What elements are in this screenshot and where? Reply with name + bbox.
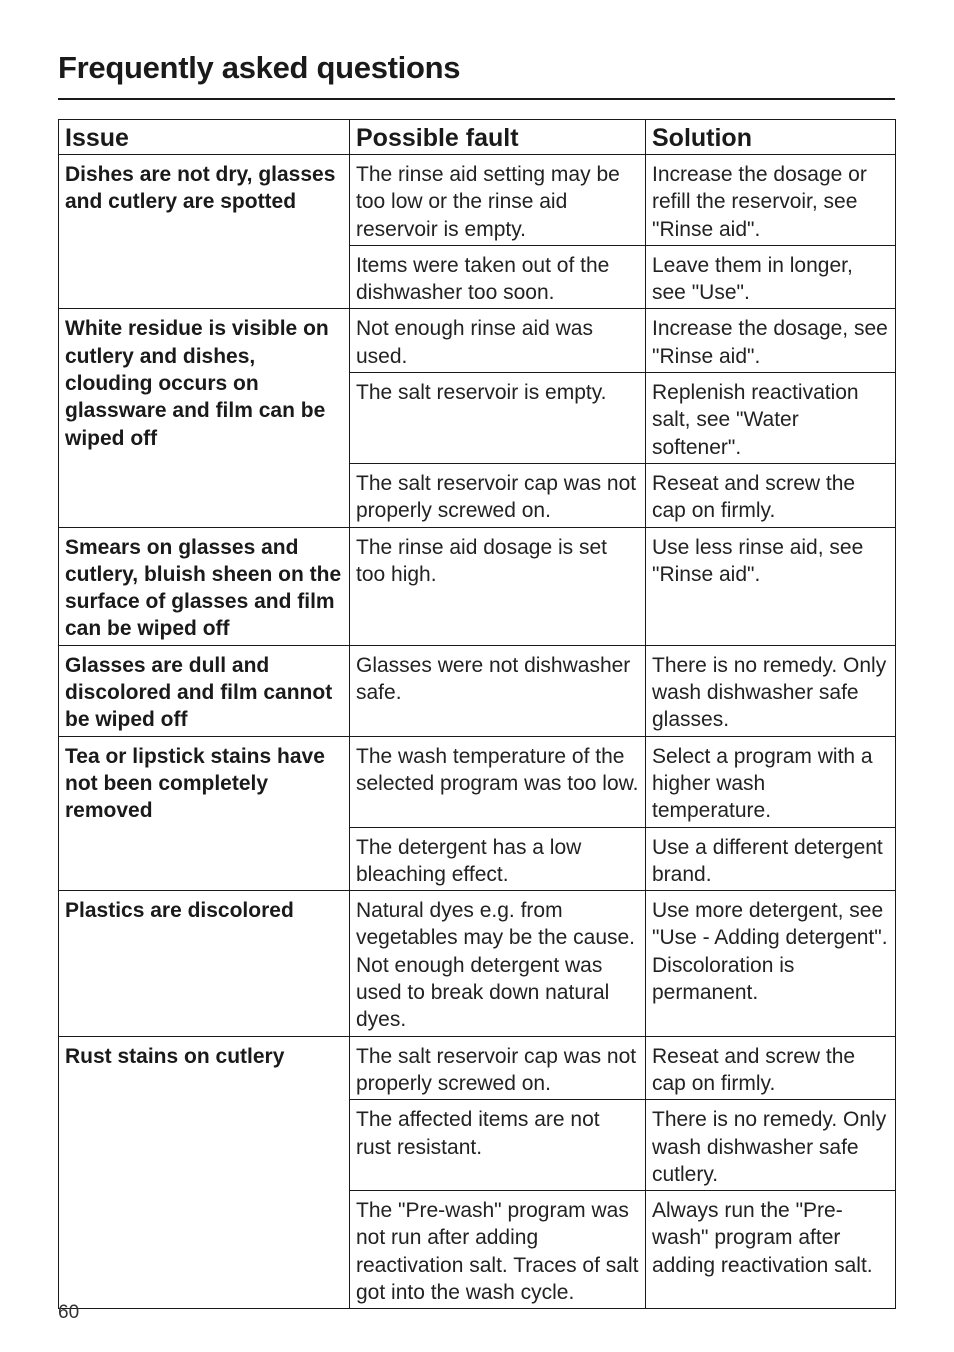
faq-table bbox=[58, 119, 896, 1309]
header-issue: Issue bbox=[59, 120, 350, 155]
fault-cell: The "Pre-wash" program was not run after adding reactivation salt. Traces of salt got into the wash cycle. bbox=[350, 1191, 646, 1309]
table-row bbox=[59, 309, 896, 373]
issue-cell: Tea or lipstick stains have not been completely removed bbox=[59, 736, 350, 890]
solution-cell: There is no remedy. Only wash dishwasher safe cutlery. bbox=[646, 1100, 896, 1191]
issue-cell: Rust stains on cutlery bbox=[59, 1036, 350, 1309]
table-row bbox=[59, 736, 896, 827]
solution-cell: Leave them in longer, see "Use". bbox=[646, 245, 896, 309]
solution-cell: Select a program with a higher wash temperature. bbox=[646, 736, 896, 827]
page-number: 60 bbox=[58, 1302, 80, 1323]
fault-cell: The detergent has a low bleaching effect. bbox=[350, 827, 646, 891]
solution-cell: Reseat and screw the cap on firmly. bbox=[646, 1036, 896, 1100]
fault-cell: Items were taken out of the dishwasher too soon. bbox=[350, 245, 646, 309]
title-divider bbox=[58, 98, 895, 100]
table-row bbox=[59, 527, 896, 645]
fault-cell: The salt reservoir cap was not properly screwed on. bbox=[350, 1036, 646, 1100]
fault-cell: Natural dyes e.g. from vegetables may be the cause. Not enough detergent was used to break down natural dyes. bbox=[350, 891, 646, 1036]
issue-cell: Plastics are discolored bbox=[59, 891, 350, 1036]
table-row bbox=[59, 155, 896, 246]
header-solution: Solution bbox=[646, 120, 896, 155]
solution-cell: Increase the dosage, see "Rinse aid". bbox=[646, 309, 896, 373]
issue-cell: White residue is visible on cutlery and dishes, clouding occurs on glassware and film can be wiped off bbox=[59, 309, 350, 527]
fault-cell: The rinse aid setting may be too low or the rinse aid reservoir is empty. bbox=[350, 155, 646, 246]
fault-cell: Not enough rinse aid was used. bbox=[350, 309, 646, 373]
fault-cell: The affected items are not rust resistant. bbox=[350, 1100, 646, 1191]
table-row bbox=[59, 645, 896, 736]
table-header-row bbox=[59, 120, 896, 155]
fault-cell: The salt reservoir is empty. bbox=[350, 373, 646, 464]
solution-cell: Use less rinse aid, see "Rinse aid". bbox=[646, 527, 896, 645]
solution-cell: Always run the "Pre-wash" program after adding reactivation salt. bbox=[646, 1191, 896, 1309]
issue-cell: Smears on glasses and cutlery, bluish sheen on the surface of glasses and film can be wiped off bbox=[59, 527, 350, 645]
solution-cell: Reseat and screw the cap on firmly. bbox=[646, 463, 896, 527]
solution-cell: Use more detergent, see "Use - Adding detergent". Discoloration is permanent. bbox=[646, 891, 896, 1036]
page-title: Frequently asked questions bbox=[58, 50, 461, 85]
fault-cell: The salt reservoir cap was not properly screwed on. bbox=[350, 463, 646, 527]
solution-cell: Increase the dosage or refill the reservoir, see "Rinse aid". bbox=[646, 155, 896, 246]
header-possible-fault: Possible fault bbox=[350, 120, 646, 155]
issue-cell: Dishes are not dry, glasses and cutlery are spotted bbox=[59, 155, 350, 309]
fault-cell: The wash temperature of the selected program was too low. bbox=[350, 736, 646, 827]
fault-cell: Glasses were not dishwasher safe. bbox=[350, 645, 646, 736]
table-row bbox=[59, 891, 896, 1036]
issue-cell: Glasses are dull and discolored and film cannot be wiped off bbox=[59, 645, 350, 736]
fault-cell: The rinse aid dosage is set too high. bbox=[350, 527, 646, 645]
solution-cell: Use a different detergent brand. bbox=[646, 827, 896, 891]
solution-cell: Replenish reactivation salt, see "Water softener". bbox=[646, 373, 896, 464]
solution-cell: There is no remedy. Only wash dishwasher safe glasses. bbox=[646, 645, 896, 736]
table-row bbox=[59, 1036, 896, 1100]
